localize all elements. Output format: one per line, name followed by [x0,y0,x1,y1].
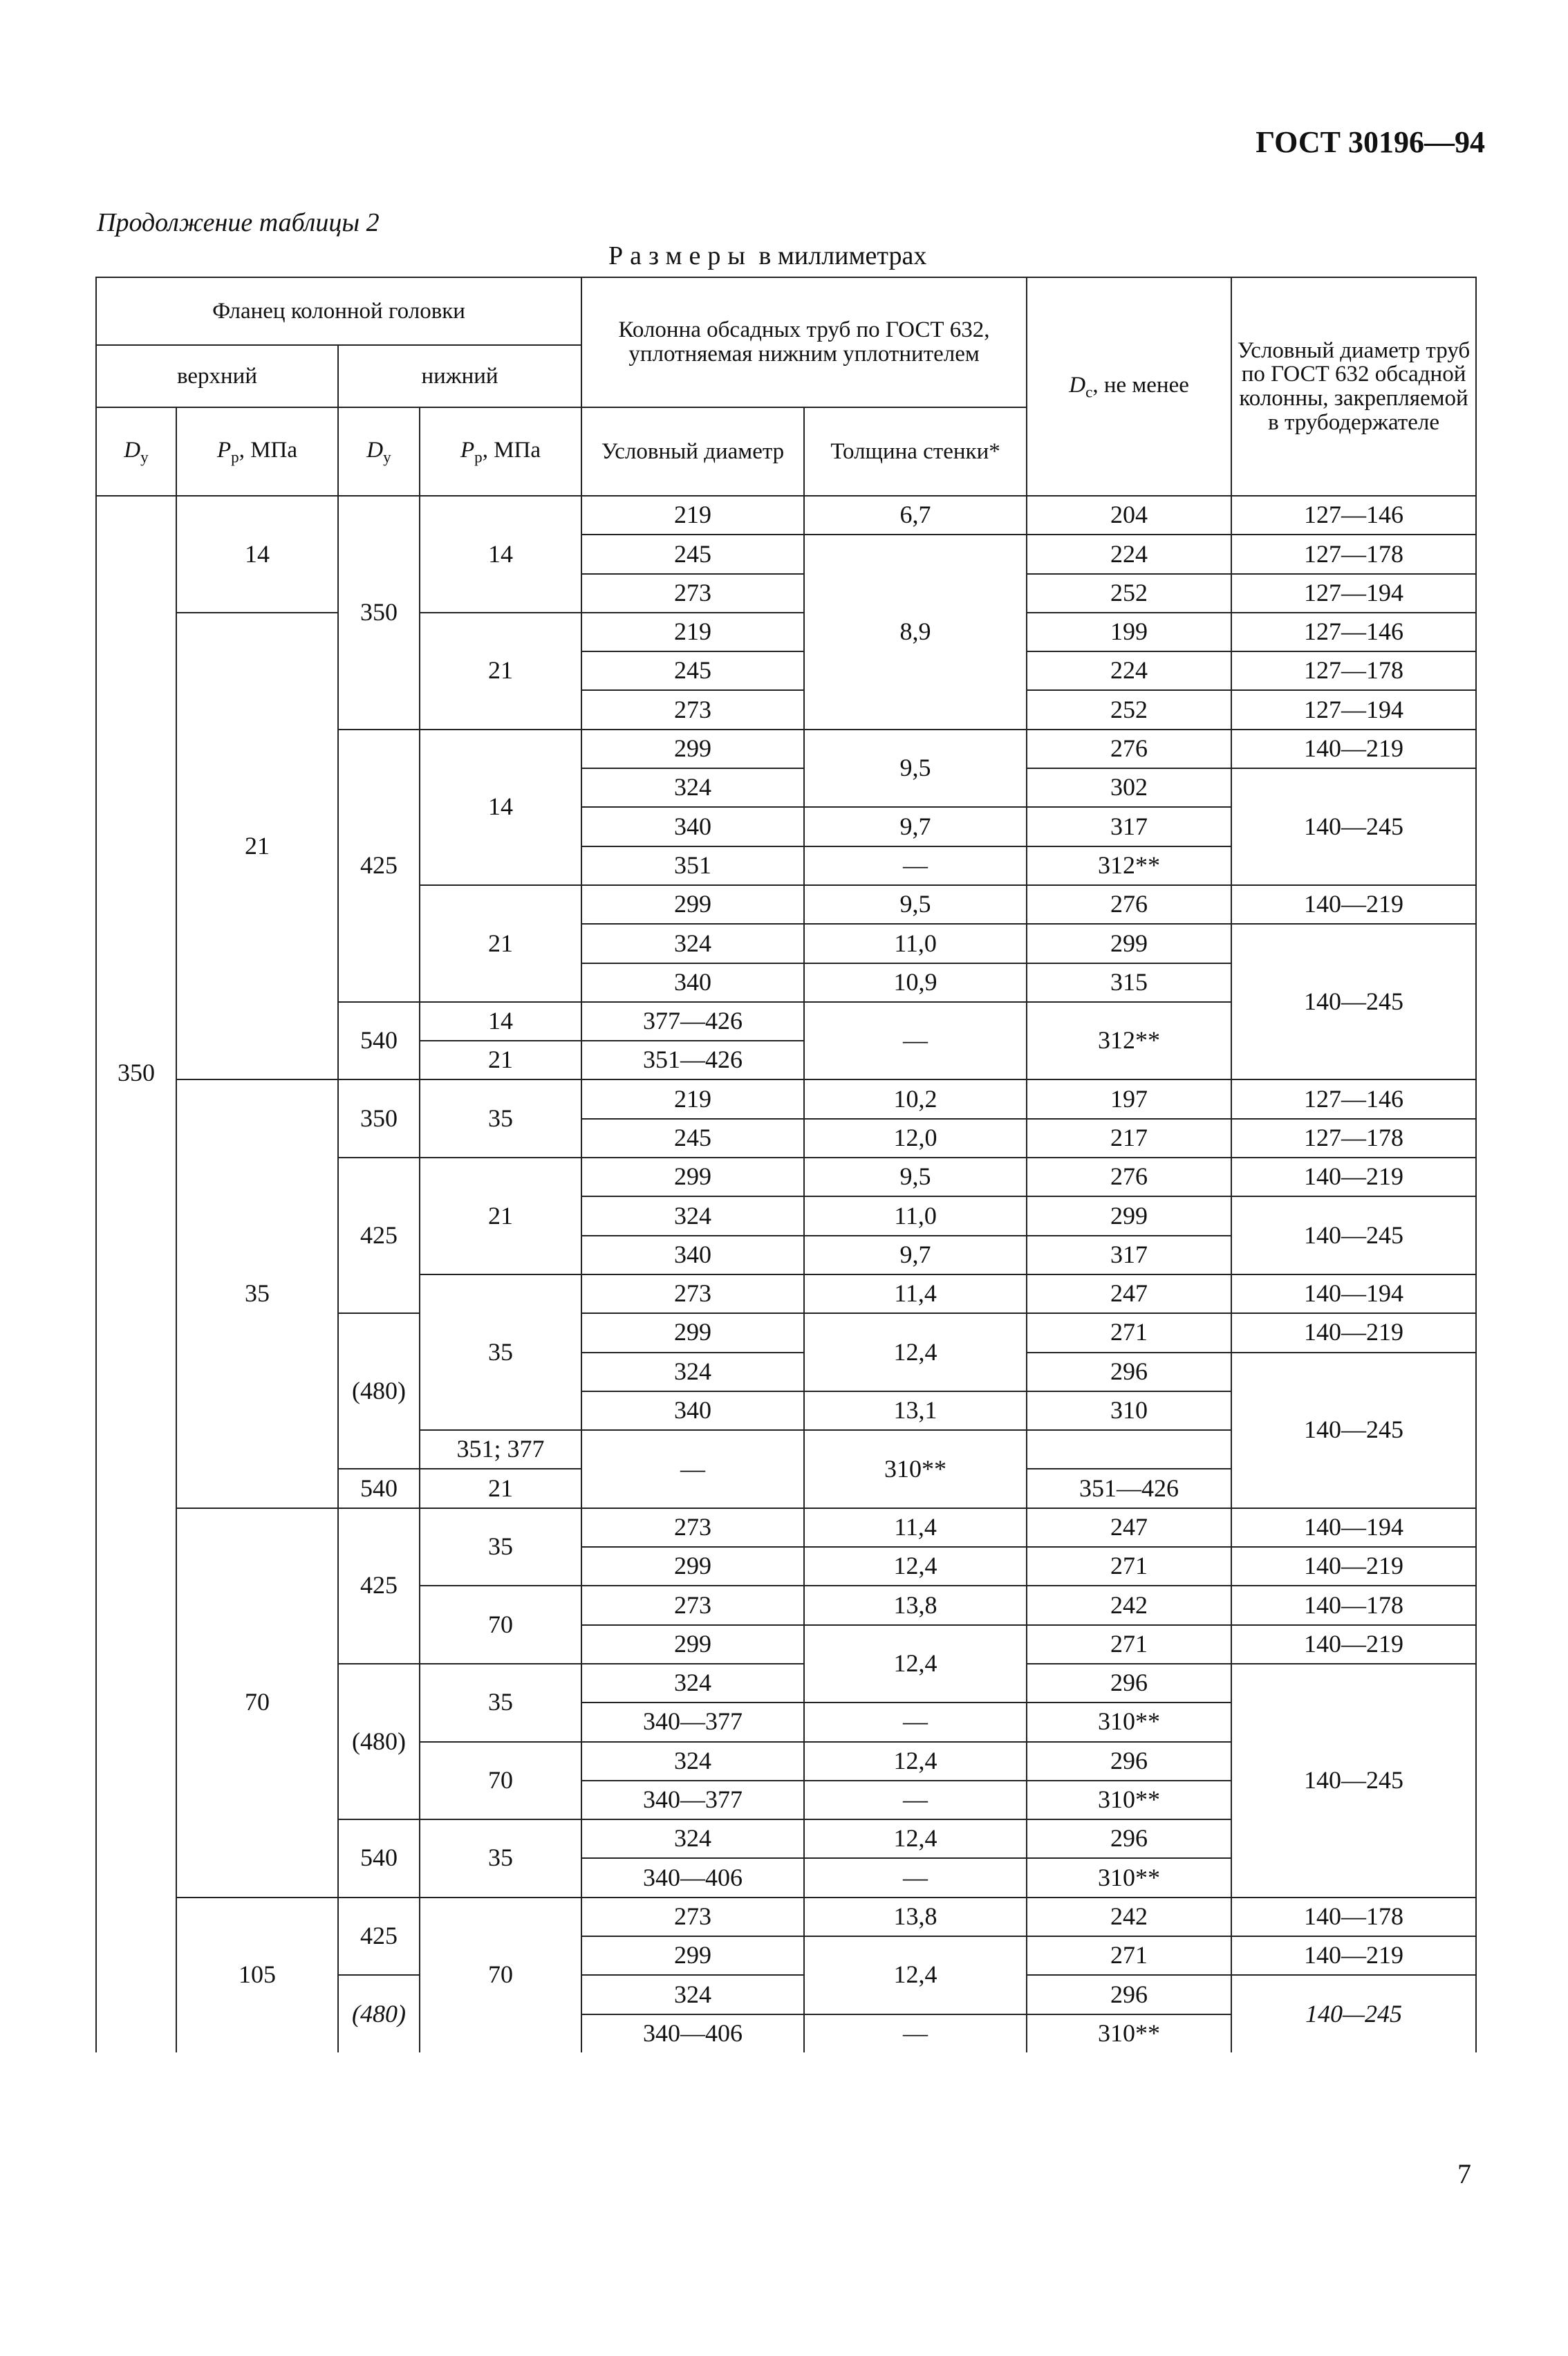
lower-pr-cell: 21 [420,1041,581,1079]
upper-pr-cell: 21 [176,613,338,1080]
lower-pr-cell: 21 [420,1158,581,1274]
lower-pr-cell: 70 [420,1742,581,1820]
wall-cell: 9,5 [804,1158,1027,1196]
diameter-cell: 340 [581,1391,804,1430]
diameter-cell: 273 [581,1898,804,1936]
dc-cell: 312** [1027,846,1231,885]
diameter-cell: 299 [581,885,804,924]
diameter-cell: 299 [581,730,804,768]
wall-cell: — [804,846,1027,885]
lower-pr-cell: 35 [420,1274,581,1430]
lower-pr-cell: 35 [420,1079,581,1158]
dc-cell: 310 [1027,1391,1231,1430]
dc-cell: 310** [1027,1781,1231,1819]
wall-cell: 13,8 [804,1586,1027,1624]
wall-cell: — [804,1002,1027,1080]
dc-cell: 242 [1027,1586,1231,1624]
dc-cell: 247 [1027,1274,1231,1313]
hanger-cell: 140—178 [1231,1898,1476,1936]
lower-pr-cell: 21 [420,613,581,730]
wall-cell: 13,1 [804,1391,1027,1430]
hanger-cell: 140—245 [1231,1196,1476,1274]
lower-dy-cell: 425 [338,730,420,1002]
diameter-cell: 324 [581,1664,804,1703]
dc-cell: 271 [1027,1313,1231,1352]
dc-cell: 310** [804,1430,1027,1508]
dc-cell: 310** [1027,1858,1231,1897]
lower-pr-cell: 35 [420,1508,581,1586]
table-row [96,1508,1476,1547]
wall-cell: 12,4 [804,1547,1027,1586]
hanger-cell: 127—146 [1231,1079,1476,1118]
lower-dy-cell: 540 [338,1002,420,1080]
hanger-header: Условный диаметр труб по ГОСТ 632 обсадной колонны, закрепляемой в трубодержателе [1231,277,1476,496]
wall-cell: 9,5 [804,730,1027,808]
upper-dy-header: $D_у$ [96,407,176,496]
dc-cell: 296 [1027,1664,1231,1703]
dc-cell: 197 [1027,1079,1231,1118]
wall-cell: — [804,1703,1027,1741]
flange-header: Фланец колонной головки [96,277,581,345]
diameter-cell: 340—377 [581,1781,804,1819]
diameter-cell: 324 [581,924,804,963]
diameter-cell: 245 [581,1119,804,1158]
hanger-cell: 140—245 [1231,1664,1476,1898]
wall-cell: 10,9 [804,963,1027,1002]
upper-flange-header: верхний [96,345,338,407]
wall-cell: 11,4 [804,1274,1027,1313]
lower-pr-cell: 35 [420,1819,581,1898]
diameter-cell: 340 [581,807,804,846]
wall-cell: 9,7 [804,1236,1027,1274]
wall-cell: — [804,1858,1027,1897]
dc-cell: 296 [1027,1742,1231,1781]
lower-pr-cell: 14 [420,1002,581,1041]
wall-cell: 12,4 [804,1742,1027,1781]
lower-pr-cell: 70 [420,1898,581,2052]
wall-cell: — [804,1781,1027,1819]
wall-cell: 12,4 [804,1936,1027,2014]
lower-pr-cell: 14 [420,496,581,613]
dc-cell: 310** [1027,1703,1231,1741]
lower-dy-cell: 425 [338,1898,420,1976]
upper-pr-cell: 70 [176,1508,338,1898]
table-row [96,1898,1476,1936]
diameter-cell: 299 [581,1936,804,1975]
lower-pr-cell: 21 [420,1469,581,1508]
upper-dy-value: 350 [118,1059,155,1087]
wall-cell: 8,9 [804,535,1027,729]
hanger-cell: 140—245 [1231,768,1476,885]
wall-cell: 12,4 [804,1313,1027,1391]
dc-cell: 296 [1027,1975,1231,2014]
dc-header: $D_с$, не менее [1027,277,1231,496]
wall-cell: 13,8 [804,1898,1027,1936]
hanger-cell: 127—178 [1231,1119,1476,1158]
lower-dy-cell: 425 [338,1508,420,1664]
diameter-cell: 324 [581,1353,804,1391]
dc-cell: 296 [1027,1819,1231,1858]
hanger-cell: 127—178 [1231,651,1476,690]
upper-pr-header: $P_р$, МПа [176,407,338,496]
diameter-cell: 324 [581,1742,804,1781]
diameter-cell: 351—426 [1027,1469,1231,1508]
dc-cell: 276 [1027,885,1231,924]
lower-pr-cell: 14 [420,730,581,885]
hanger-cell: 140—219 [1231,1313,1476,1352]
diameter-cell: 351 [581,846,804,885]
hanger-cell: 140—219 [1231,885,1476,924]
dc-cell: 252 [1027,574,1231,613]
wall-cell: 11,0 [804,1196,1027,1235]
diameter-cell: 273 [581,1274,804,1313]
dc-cell: 242 [1027,1898,1231,1936]
hanger-cell: 140—219 [1231,1547,1476,1586]
dc-cell: 247 [1027,1508,1231,1547]
dc-cell: 276 [1027,730,1231,768]
diameter-cell: 219 [581,496,804,535]
dc-cell: 302 [1027,768,1231,807]
upper-dy-cell [96,496,176,1079]
lower-dy-cell: 425 [338,1158,420,1313]
diameter-cell: 219 [581,1079,804,1118]
wall-cell: — [804,2014,1027,2052]
wall-cell: 12,4 [804,1819,1027,1858]
wall-cell: 9,5 [804,885,1027,924]
table-row [96,613,1476,651]
table-continuation-label: Продолжение таблицы 2 [97,208,380,237]
diameter-cell: 273 [581,574,804,613]
diameter-cell: 351; 377 [420,1430,581,1469]
hanger-cell: 140—219 [1231,1936,1476,1975]
lower-dy-cell: 540 [338,1819,420,1898]
wall-cell: 10,2 [804,1079,1027,1118]
diameter-cell: 340—377 [581,1703,804,1741]
wall-cell: 9,7 [804,807,1027,846]
diameter-cell: 245 [581,535,804,573]
wall-cell: 12,4 [804,1625,1027,1703]
lower-dy-cell: 540 [338,1469,420,1508]
wall-thickness-header: Толщина стенки* [804,407,1027,496]
units-label-rest: в миллиметрах [758,241,927,270]
lower-pr-cell: 70 [420,1586,581,1664]
hanger-cell: 140—219 [1231,730,1476,768]
wall-cell: 11,0 [804,924,1027,963]
hanger-cell: 140—219 [1231,1625,1476,1664]
dc-cell: 252 [1027,690,1231,729]
diameter-cell: 340—406 [581,1858,804,1897]
dc-cell: 224 [1027,651,1231,690]
diameter-cell: 273 [581,1508,804,1547]
hanger-cell: 140—194 [1231,1274,1476,1313]
lower-dy-cell: 350 [338,1079,420,1158]
lower-flange-header: нижний [338,345,581,407]
units-label-spaced: Размеры [608,241,752,270]
standard-number: ГОСТ 30196—94 [1256,125,1485,159]
page-number: 7 [1457,2158,1471,2189]
diameter-cell: 299 [581,1158,804,1196]
diameter-cell: 340 [581,963,804,1002]
lower-dy-cell: (480) [338,1975,420,2052]
hanger-cell: 140—194 [1231,1508,1476,1547]
diameter-cell: 324 [581,1975,804,2014]
wall-cell: 6,7 [804,496,1027,535]
lower-pr-header: $P_р$, МПа [420,407,581,496]
diameter-cell: 299 [581,1547,804,1586]
lower-dy-header: $D_у$ [338,407,420,496]
upper-pr-cell: 105 [176,1898,338,2052]
diameter-cell: 299 [581,1313,804,1352]
hanger-cell: 140—219 [1231,1158,1476,1196]
dc-cell: 315 [1027,963,1231,1002]
dc-cell: 271 [1027,1547,1231,1586]
wall-cell: — [581,1430,804,1508]
nominal-diameter-header: Условный диаметр [581,407,804,496]
dc-cell: 310** [1027,2014,1231,2052]
units-label [608,241,926,271]
dc-cell: 276 [1027,1158,1231,1196]
hanger-cell: 127—146 [1231,613,1476,651]
dc-cell: 199 [1027,613,1231,651]
table-row [96,496,1476,535]
casing-header: Колонна обсадных труб по ГОСТ 632, уплотняемая нижним уплотнителем [581,277,1027,407]
lower-dy-cell: (480) [338,1313,420,1469]
lower-dy-cell: (480) [338,1664,420,1819]
hanger-cell: 127—194 [1231,574,1476,613]
hanger-cell: 127—194 [1231,690,1476,729]
lower-pr-cell: 21 [420,885,581,1002]
diameter-cell: 324 [581,768,804,807]
diameter-cell: 299 [581,1625,804,1664]
hanger-cell: 140—178 [1231,1586,1476,1624]
diameter-cell: 324 [581,1196,804,1235]
dc-cell: 217 [1027,1119,1231,1158]
dc-cell: 224 [1027,535,1231,573]
hanger-cell: 127—146 [1231,496,1476,535]
hanger-cell: 140—245 [1231,1975,1476,2052]
dc-cell: 271 [1027,1936,1231,1975]
lower-dy-cell: 350 [338,496,420,730]
dc-cell: 317 [1027,807,1231,846]
diameter-cell: 273 [581,690,804,729]
dc-cell: 299 [1027,1196,1231,1235]
dc-cell: 296 [1027,1353,1231,1391]
wall-cell: 11,4 [804,1508,1027,1547]
diameter-cell: 245 [581,651,804,690]
dc-cell: 271 [1027,1625,1231,1664]
upper-pr-cell: 35 [176,1079,338,1508]
hanger-cell: 140—245 [1231,924,1476,1079]
hanger-cell: 140—245 [1231,1353,1476,1508]
wall-cell: 12,0 [804,1119,1027,1158]
table-row [96,1079,1476,1118]
diameter-cell: 273 [581,1586,804,1624]
upper-dy-cell-main [96,1059,176,2052]
diameter-cell: 340—406 [581,2014,804,2052]
diameter-cell: 340 [581,1236,804,1274]
dc-cell: 299 [1027,924,1231,963]
diameter-cell: 219 [581,613,804,651]
dc-cell: 317 [1027,1236,1231,1274]
lower-pr-cell: 35 [420,1664,581,1742]
dc-cell: 204 [1027,496,1231,535]
diameter-cell: 377—426 [581,1002,804,1041]
diameter-cell: 351—426 [581,1041,804,1079]
hanger-cell: 127—178 [1231,535,1476,573]
dc-cell: 312** [1027,1002,1231,1080]
upper-pr-cell: 14 [176,496,338,613]
diameter-cell: 324 [581,1819,804,1858]
dimensions-table [95,277,1477,2052]
